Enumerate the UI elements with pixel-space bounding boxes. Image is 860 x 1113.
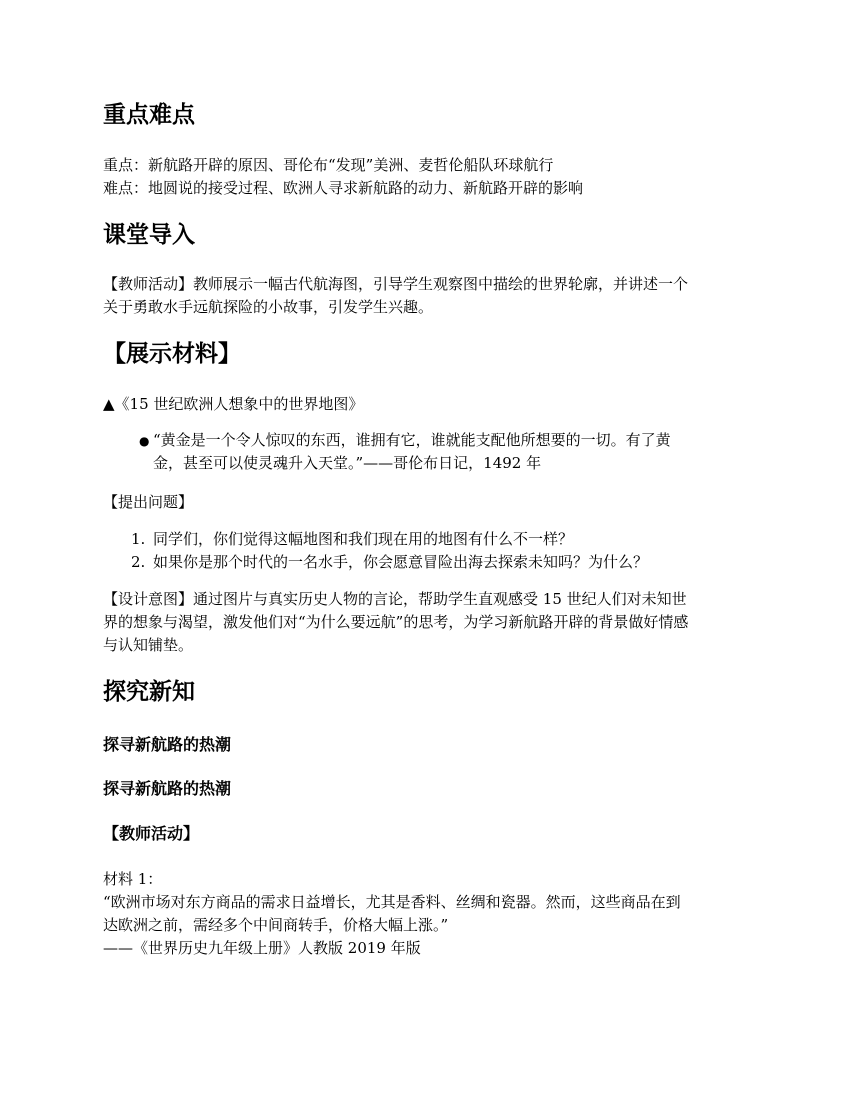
question-item: 如果你是那个时代的一名水手，你会愿意冒险出海去探索未知吗？为什么？ bbox=[153, 553, 649, 571]
section-title-explore: 探究新知 bbox=[103, 679, 195, 705]
question-item: 同学们，你们觉得这幅地图和我们现在用的地图有什么不一样？ bbox=[153, 530, 574, 548]
key-point-line: 重点：新航路开辟的原因、哥伦布“发现”美洲、麦哲伦船队环球航行 bbox=[103, 156, 554, 174]
question-heading: 【提出问题】 bbox=[103, 493, 194, 511]
material-source: ——《世界历史九年级上册》人教版 2019 年版 bbox=[103, 939, 421, 957]
bullet-icon: ● bbox=[139, 434, 150, 448]
difficulty-line: 难点：地圆说的接受过程、欧洲人寻求新航路的动力、新航路开辟的影响 bbox=[103, 179, 584, 197]
key-points-text bbox=[103, 154, 768, 200]
design-intent-text: 【设计意图】通过图片与真实历史人物的言论，帮助学生直观感受 15 世纪人们对未知世 界的想象与渴望，激发他们对“为什么要远航”的思考，为学习新航路开辟的背景做好情感 与认知铺垫。 bbox=[103, 590, 689, 654]
material-block: 材料 1： “欧洲市场对东方商品的需求日益增长，尤其是香料、丝绸和瓷器。然而，这些商品在到 达欧洲之前，需经多个中间商转手，价格大幅上涨。” ——《世界历史九年级上册》人教版 2019 年版 bbox=[103, 868, 768, 960]
map-caption: ▲《15 世纪欧洲人想象中的世界地图》 bbox=[103, 395, 364, 413]
section-title-key-points: 重点难点 bbox=[103, 102, 195, 128]
question-number: 2. bbox=[131, 553, 146, 571]
intro-text: 【教师活动】教师展示一幅古代航海图，引导学生观察图中描绘的世界轮廓，并讲述一个 关于勇敢水手远航探险的小故事，引发学生兴趣。 bbox=[103, 275, 689, 316]
teacher-activity-heading: 【教师活动】 bbox=[103, 824, 200, 843]
material-label: 材料 1： bbox=[103, 870, 163, 888]
columbus-quote: “黄金是一个令人惊叹的东西，谁拥有它，谁就能支配他所想要的一切。有了黄 金，甚至可以使灵魂升入天堂。”——哥伦布日记，1492 年 bbox=[153, 431, 671, 472]
subheading: 探寻新航路的热潮 bbox=[103, 735, 232, 754]
section-title-materials: 【展示材料】 bbox=[103, 341, 241, 367]
section-title-intro: 课堂导入 bbox=[103, 222, 195, 248]
question-number: 1. bbox=[131, 530, 146, 548]
subheading: 探寻新航路的热潮 bbox=[103, 779, 232, 798]
